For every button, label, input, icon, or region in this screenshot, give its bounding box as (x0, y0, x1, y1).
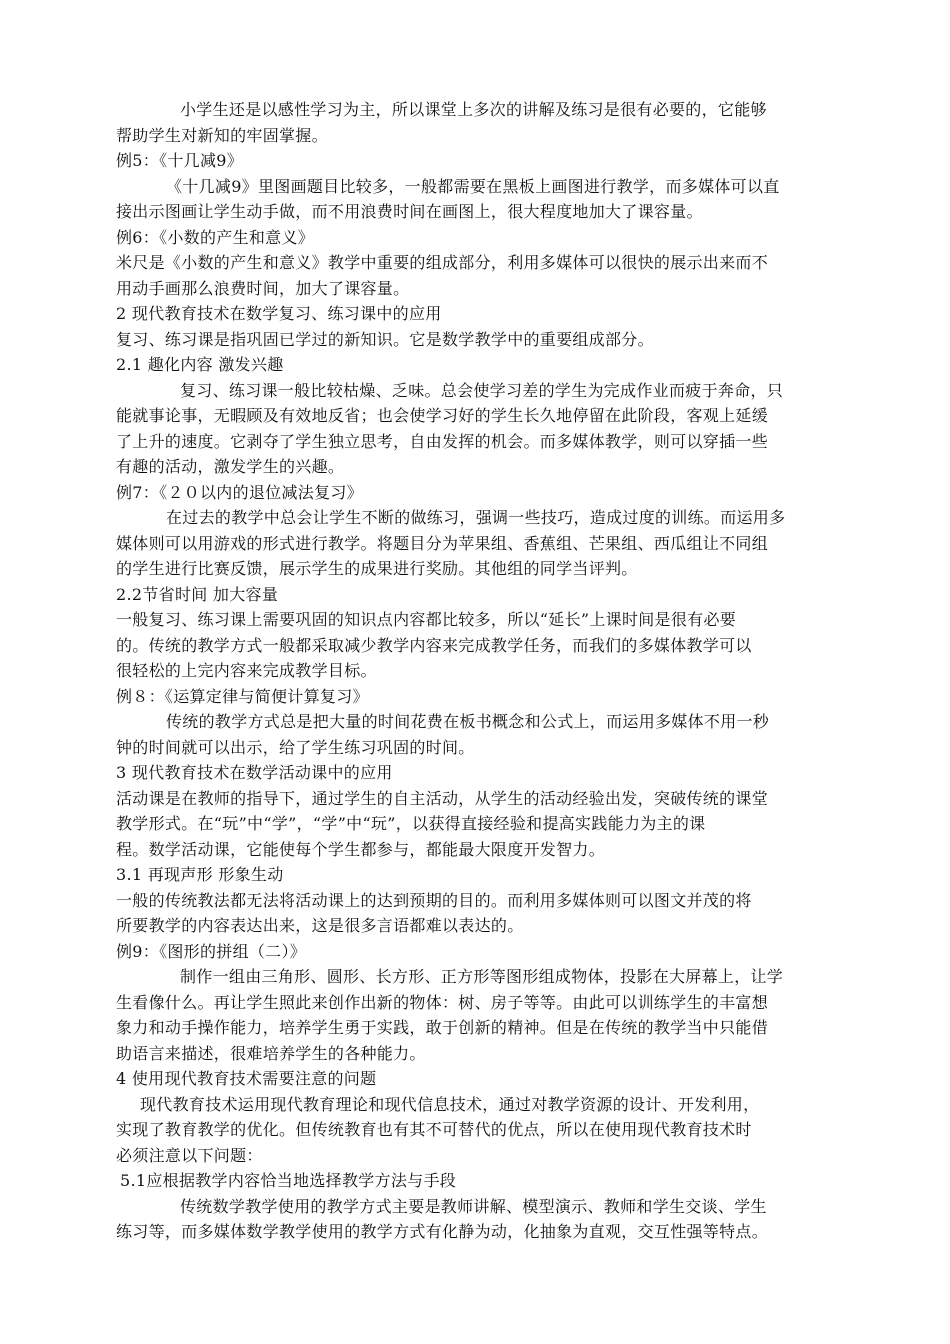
text-line: 3 现代教育技术在数学活动课中的应用 (116, 763, 393, 782)
text-line: 2 现代教育技术在数学复习、练习课中的应用 (116, 304, 442, 323)
text-line: 程。数学活动课，它能使每个学生都参与，都能最大限度开发智力。 (116, 839, 606, 859)
text-line: 的。传统的教学方式一般都采取减少教学内容来完成教学任务，而我们的多媒体教学可以 (116, 635, 752, 655)
text-line: 了上升的速度。它剥夺了学生独立思考，自由发挥的机会。而多媒体教学，则可以穿插一些 (116, 431, 769, 451)
text-line: 米尺是《小数的产生和意义》教学中重要的组成部分，利用多媒体可以很快的展示出来而不 (116, 253, 769, 272)
text-line: 《十几减9》里图画题目比较多，一般都需要在黑板上画图进行教学，而多媒体可以直 (166, 176, 780, 196)
text-line: 有趣的活动，激发学生的兴趣。 (116, 457, 345, 476)
text-line: 4 使用现代教育技术需要注意的问题 (116, 1069, 377, 1088)
text-line: 2.2节省时间 加大容量 (116, 584, 279, 604)
text-line: 例5：《十几减9》 (116, 151, 244, 170)
text-line: 钟的时间就可以出示，给了学生练习巩固的时间。 (116, 737, 475, 757)
text-line: 帮助学生对新知的牢固掌握。 (116, 125, 328, 145)
text-line: 3.1 再现声形 形象生动 (116, 865, 284, 884)
text-line: 例6：《小数的产生和意义》 (116, 227, 315, 247)
text-line: 复习、练习课一般比较枯燥、乏味。总会使学习差的学生为完成作业而疲于奔命，只 (180, 380, 784, 400)
text-line: 现代教育技术运用现代教育理论和现代信息技术，通过对教学资源的设计、开发利用， (140, 1094, 760, 1114)
text-line: 媒体则可以用游戏的形式进行教学。将题目分为苹果组、香蕉组、芒果组、西瓜组让不同组 (116, 533, 769, 553)
text-line: 例7：《２０以内的退位减法复习》 (116, 482, 363, 502)
text-line: 接出示图画让学生动手做，而不用浪费时间在画图上，很大程度地加大了课容量。 (116, 202, 703, 221)
text-line: 生看像什么。再让学生照此来创作出新的物体：树、房子等等。由此可以训练学生的丰富想 (116, 992, 769, 1012)
document-page (116, 97, 836, 1245)
text-line: 教学形式。在“玩”中“学”，“学”中“玩”，以获得直接经验和提高实践能力为主的课 (116, 814, 706, 833)
text-line: 练习等，而多媒体数学教学使用的教学方式有化静为动，化抽象为直观，交互性强等特点。 (116, 1222, 769, 1241)
text-line: 很轻松的上完内容来完成教学目标。 (116, 661, 377, 680)
text-line: 传统的教学方式总是把大量的时间花费在板书概念和公式上，而运用多媒体不用一秒 (166, 712, 770, 731)
text-line: 在过去的教学中总会让学生不断的做练习，强调一些技巧，造成过度的训练。而运用多 (166, 508, 786, 527)
text-line: 实现了教育教学的优化。但传统教育也有其不可替代的优点，所以在使用现代教育技术时 (116, 1120, 752, 1139)
text-line: 能就事论事，无暇顾及有效地反省；也会使学习好的学生长久地停留在此阶段，客观上延缓 (116, 406, 769, 425)
text-line: 一般的传统教法都无法将活动课上的达到预期的目的。而利用多媒体则可以图文并茂的将 (116, 890, 752, 910)
text-line: 复习、练习课是指巩固已学过的新知识。它是数学教学中的重要组成部分。 (116, 329, 654, 349)
text-line: 传统数学教学使用的教学方式主要是教师讲解、模型演示、教师和学生交谈、学生 (180, 1196, 767, 1216)
text-line: 制作一组由三角形、圆形、长方形、正方形等图形组成物体，投影在大屏幕上，让学 (180, 967, 784, 986)
text-line: 所要教学的内容表达出来，这是很多言语都难以表达的。 (116, 916, 524, 935)
text-line: 助语言来描述，很难培养学生的各种能力。 (116, 1043, 426, 1063)
text-line: 的学生进行比赛反馈，展示学生的成果进行奖励。其他组的同学当评判。 (116, 559, 638, 578)
text-line: 必须注意以下问题： (116, 1145, 263, 1165)
text-line: 活动课是在教师的指导下，通过学生的自主活动，从学生的活动经验出发，突破传统的课堂 (116, 788, 769, 808)
text-line: 用动手画那么浪费时间，加大了课容量。 (116, 278, 410, 298)
text-line: 小学生还是以感性学习为主，所以课堂上多次的讲解及练习是很有必要的，它能够 (180, 100, 767, 119)
text-line: 2.1 趣化内容 激发兴趣 (116, 355, 284, 374)
text-line: 象力和动手操作能力，培养学生勇于实践，敢于创新的精神。但是在传统的教学当中只能借 (116, 1018, 769, 1037)
text-line: 例８：《运算定律与简便计算复习》 (116, 686, 369, 706)
text-line: 例9：《图形的拼组（二）》 (116, 941, 307, 961)
text-line: 5.1应根据教学内容恰当地选择教学方法与手段 (120, 1171, 457, 1190)
text-line: 一般复习、练习课上需要巩固的知识点内容都比较多，所以“延长”上课时间是很有必要 (116, 610, 737, 629)
